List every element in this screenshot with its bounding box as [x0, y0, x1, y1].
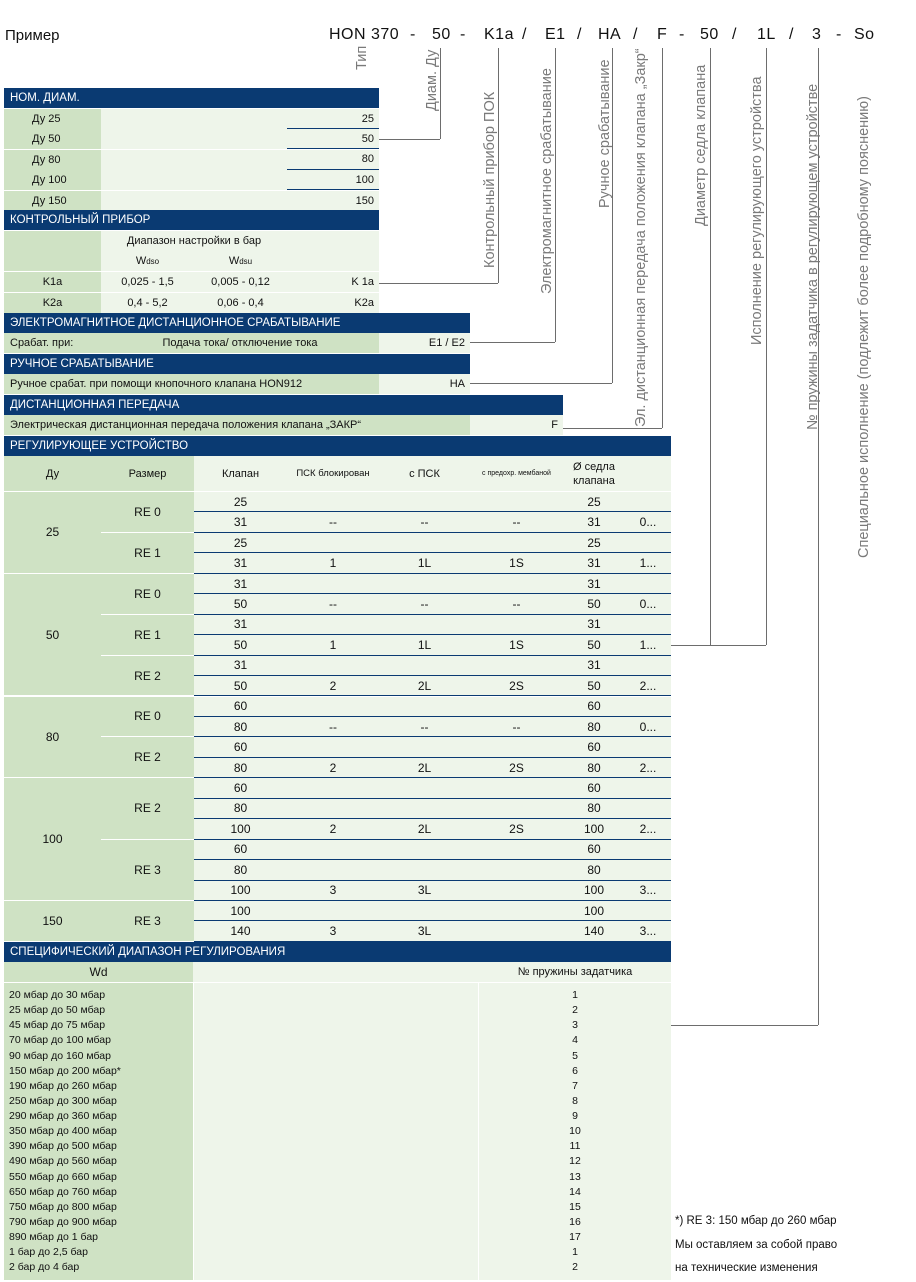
regulator-size: RE 2 — [101, 656, 194, 696]
nom-diam-code: 25 — [287, 109, 379, 129]
regulator-cell — [625, 860, 671, 880]
regulator-cell: 60 — [563, 697, 625, 717]
regulator-cell: -- — [287, 594, 379, 614]
regulator-cell: 100 — [194, 819, 287, 839]
regulator-col-header: с ПСК — [379, 456, 470, 491]
regulator-cell — [625, 574, 671, 594]
regulator-header: РЕГУЛИРУЮЩЕЕ УСТРОЙСТВО — [4, 436, 671, 457]
regulator-cell — [287, 799, 379, 819]
regulator-cell: 2S — [470, 758, 563, 778]
regulator-cell: 2L — [379, 676, 470, 696]
regulator-cell: 80 — [563, 860, 625, 880]
regulator-cell — [625, 615, 671, 635]
regulator-col-header: Размер — [101, 456, 194, 491]
remote-header: ДИСТАНЦИОННАЯ ПЕРЕДАЧА — [4, 395, 563, 416]
spec-spring: 14 — [569, 1185, 581, 1198]
regulator-cell: 60 — [563, 778, 625, 798]
regulator-du: 150 — [4, 901, 101, 941]
electro-header: ЭЛЕКТРОМАГНИТНОЕ ДИСТАНЦИОННОЕ СРАБАТЫВАНИЕ — [4, 313, 470, 334]
regulator-cell — [625, 492, 671, 512]
legend-label: Исполнение регулирующего устройства — [749, 76, 765, 345]
code-part: - — [679, 26, 685, 43]
nom-diam-code: 50 — [287, 129, 379, 149]
regulator-cell — [287, 840, 379, 860]
spec-range: 890 мбар до 1 бар — [9, 1231, 98, 1244]
code-part: 1L — [757, 26, 776, 43]
regulator-cell: 1... — [625, 635, 671, 655]
nom-diam-label: Ду 100 — [4, 170, 101, 190]
leader-line — [498, 48, 499, 283]
note-changes: на технические изменения — [675, 1262, 818, 1274]
regulator-cell — [470, 881, 563, 901]
regulator-cell — [470, 860, 563, 880]
regulator-cell: 25 — [563, 492, 625, 512]
regulator-cell — [470, 492, 563, 512]
regulator-cell — [470, 533, 563, 553]
regulator-cell — [287, 492, 379, 512]
wd-label: Wd — [89, 965, 108, 979]
regulator-size: RE 3 — [101, 901, 194, 941]
leader-line — [470, 342, 555, 343]
regulator-cell: 31 — [194, 574, 287, 594]
regulator-cell: 1L — [379, 635, 470, 655]
regulator-cell — [379, 574, 470, 594]
regulator-cell: 31 — [194, 656, 287, 676]
control-name: K1a — [4, 272, 101, 292]
regulator-col-header: с предохр. мембаной — [470, 456, 563, 491]
code-part: / — [789, 26, 794, 43]
regulator-size: RE 1 — [101, 615, 194, 655]
spec-range: 290 мбар до 360 мбар — [9, 1110, 117, 1123]
regulator-cell: 80 — [563, 799, 625, 819]
nom-diam-blank — [101, 170, 287, 190]
regulator-cell: -- — [287, 717, 379, 737]
regulator-cell: -- — [287, 512, 379, 532]
regulator-cell: 3... — [625, 881, 671, 901]
regulator-cell: 60 — [194, 778, 287, 798]
nom-diam-label: Ду 50 — [4, 129, 101, 149]
wdsu-sub: dsu — [239, 256, 253, 266]
spec-range: 2 бар до 4 бар — [9, 1261, 80, 1274]
regulator-cell: 3 — [287, 881, 379, 901]
regulator-cell: -- — [379, 717, 470, 737]
control-wdso: 0,025 - 1,5 — [101, 272, 194, 292]
spec-spring: 9 — [572, 1110, 578, 1123]
spec-spring: 15 — [569, 1200, 581, 1213]
spec-spring: 6 — [572, 1064, 578, 1077]
control-code: K2a — [287, 293, 379, 313]
regulator-col-header: Ø седла клапана — [563, 456, 625, 491]
regulator-cell: -- — [379, 594, 470, 614]
spec-mid-header — [193, 962, 479, 982]
regulator-cell — [379, 656, 470, 676]
regulator-col-header: Ду — [4, 456, 101, 491]
spec-range: 45 мбар до 75 мбар — [9, 1019, 106, 1032]
nom-diam-header: НОМ. ДИАМ. — [4, 88, 379, 109]
regulator-cell — [287, 656, 379, 676]
regulator-col-header: Клапан — [194, 456, 287, 491]
regulator-cell — [379, 737, 470, 757]
regulator-cell: 80 — [194, 758, 287, 778]
code-part: F — [657, 26, 668, 43]
code-part: / — [522, 26, 527, 43]
example-label: Пример — [5, 27, 60, 44]
regulator-cell: 31 — [563, 553, 625, 573]
code-part: 50 — [432, 26, 451, 43]
spec-range: 25 мбар до 50 мбар — [9, 1004, 106, 1017]
regulator-cell: 2 — [287, 676, 379, 696]
regulator-cell: 2S — [470, 819, 563, 839]
regulator-cell — [287, 697, 379, 717]
wd-header — [4, 962, 193, 982]
regulator-cell — [470, 921, 563, 941]
regulator-cell — [470, 656, 563, 676]
regulator-cell: 1... — [625, 553, 671, 573]
regulator-cell: 100 — [563, 881, 625, 901]
regulator-cell: 31 — [194, 553, 287, 573]
regulator-cell: 2... — [625, 819, 671, 839]
regulator-cell — [287, 860, 379, 880]
leader-line — [671, 1025, 818, 1026]
nom-diam-code: 100 — [287, 170, 379, 190]
regulator-cell — [379, 615, 470, 635]
regulator-cell: 50 — [194, 594, 287, 614]
legend-label: Эл. дистанционная передача положения клапана „Закр“ — [633, 48, 649, 427]
regulator-du: 50 — [4, 574, 101, 696]
nom-diam-blank — [101, 191, 287, 211]
regulator-cell: 25 — [563, 533, 625, 553]
spec-range: 650 мбар до 760 мбар — [9, 1185, 117, 1198]
regulator-size: RE 2 — [101, 737, 194, 777]
spec-spring: 11 — [569, 1140, 581, 1153]
wdso-sub: dso — [146, 256, 160, 266]
regulator-cell: 1L — [379, 553, 470, 573]
control-code-blank — [287, 231, 379, 271]
regulator-cell — [287, 574, 379, 594]
spec-spring: 8 — [572, 1094, 578, 1107]
regulator-cell — [470, 615, 563, 635]
spec-spring: 2 — [572, 1261, 578, 1274]
control-code: K 1a — [287, 272, 379, 292]
nom-diam-label: Ду 25 — [4, 109, 101, 129]
manual-header: РУЧНОЕ СРАБАТЫВАНИЕ — [4, 354, 470, 375]
regulator-cell — [470, 799, 563, 819]
regulator-cell — [287, 533, 379, 553]
legend-label: Тип — [354, 45, 370, 70]
control-wdsu: 0,005 - 0,12 — [194, 272, 287, 292]
nom-diam-blank — [101, 150, 287, 170]
regulator-cell: 50 — [563, 635, 625, 655]
spring-label: № пружины задатчика — [479, 962, 671, 982]
regulator-cell: 60 — [194, 697, 287, 717]
regulator-cell — [379, 533, 470, 553]
control-header: КОНТРОЛЬНЫЙ ПРИБОР — [4, 210, 379, 231]
code-part: - — [460, 26, 466, 43]
regulator-cell: 1 — [287, 553, 379, 573]
spec-spring: 12 — [569, 1155, 581, 1168]
regulator-size: RE 3 — [101, 840, 194, 900]
regulator-cell — [287, 901, 379, 921]
leader-line — [671, 645, 766, 646]
spec-spring: 7 — [572, 1079, 578, 1092]
spec-mid-bg — [194, 983, 478, 1280]
spec-spring: 10 — [569, 1125, 581, 1138]
code-part: / — [732, 26, 737, 43]
code-part: K1a — [484, 26, 514, 43]
regulator-cell: 31 — [563, 656, 625, 676]
regulator-cell: 50 — [194, 676, 287, 696]
range-label: Диапазон настройки в бар — [101, 231, 287, 251]
regulator-cell — [625, 656, 671, 676]
spec-range: 1 бар до 2,5 бар — [9, 1246, 88, 1259]
nom-diam-code: 80 — [287, 150, 379, 170]
control-wdsu: 0,06 - 0,4 — [194, 293, 287, 313]
spec-spring: 13 — [569, 1170, 581, 1183]
wdso-label: W dso — [101, 251, 194, 271]
regulator-du: 80 — [4, 697, 101, 778]
regulator-cell: 100 — [194, 881, 287, 901]
regulator-cell: 50 — [194, 635, 287, 655]
regulator-cell: 100 — [563, 819, 625, 839]
regulator-cell: 25 — [194, 492, 287, 512]
regulator-cell: 60 — [194, 737, 287, 757]
regulator-cell — [379, 901, 470, 921]
regulator-cell: 60 — [563, 737, 625, 757]
regulator-cell: 3L — [379, 921, 470, 941]
spec-range: 70 мбар до 100 мбар — [9, 1034, 111, 1047]
spec-range: 350 мбар до 400 мбар — [9, 1125, 117, 1138]
regulator-cell: 0... — [625, 717, 671, 737]
leader-line — [766, 48, 767, 645]
leader-line — [555, 48, 556, 342]
nom-diam-code: 150 — [287, 191, 379, 211]
regulator-cell — [470, 737, 563, 757]
legend-label: Специальное исполнение (подлежит более подробному пояснению) — [856, 96, 872, 558]
regulator-cell: 0... — [625, 512, 671, 532]
regulator-cell: -- — [379, 512, 470, 532]
spec-range: 150 мбар до 200 мбар* — [9, 1064, 121, 1077]
regulator-cell: 2... — [625, 676, 671, 696]
legend-label: Контрольный прибор ПОК — [482, 91, 498, 268]
leader-line — [662, 48, 663, 428]
manual-label: Ручное срабат. при помощи кнопочного клапана HON912 — [4, 374, 379, 394]
regulator-cell: 80 — [563, 717, 625, 737]
regulator-cell: 31 — [563, 512, 625, 532]
nom-diam-blank — [101, 129, 287, 149]
electro-label: Срабат. при: — [4, 333, 101, 353]
regulator-cell — [625, 533, 671, 553]
spec-range: 490 мбар до 560 мбар — [9, 1155, 117, 1168]
regulator-size: RE 0 — [101, 492, 194, 532]
nom-diam-label: Ду 150 — [4, 191, 101, 211]
legend-label: Ручное срабатывание — [597, 59, 613, 208]
regulator-cell: 1S — [470, 553, 563, 573]
regulator-cell: 31 — [563, 574, 625, 594]
code-part: HON 370 — [329, 26, 400, 43]
regulator-cell: 2L — [379, 819, 470, 839]
code-part: / — [633, 26, 638, 43]
regulator-cell — [287, 737, 379, 757]
regulator-cell: 140 — [194, 921, 287, 941]
nom-diam-label: Ду 80 — [4, 150, 101, 170]
spec-spring: 17 — [569, 1231, 581, 1244]
regulator-cell — [379, 778, 470, 798]
leader-line — [470, 383, 612, 384]
regulator-size: RE 1 — [101, 533, 194, 573]
legend-label: Диам. Ду — [424, 49, 440, 111]
regulator-cell: 1 — [287, 635, 379, 655]
spec-spring: 1 — [572, 1246, 578, 1259]
regulator-cell — [379, 492, 470, 512]
regulator-cell: 2S — [470, 676, 563, 696]
spec-range: 550 мбар до 660 мбар — [9, 1170, 117, 1183]
regulator-cell — [379, 860, 470, 880]
spec-range: 250 мбар до 300 мбар — [9, 1094, 117, 1107]
code-part: So — [854, 26, 875, 43]
spec-range: 190 мбар до 260 мбар — [9, 1079, 117, 1092]
control-wdso: 0,4 - 5,2 — [101, 293, 194, 313]
leader-line — [710, 48, 711, 645]
regulator-cell — [379, 840, 470, 860]
regulator-cell: 31 — [194, 615, 287, 635]
regulator-cell: 2 — [287, 758, 379, 778]
leader-line — [440, 48, 441, 139]
legend-label: № пружины задатчика в регулирующем устройстве — [805, 83, 821, 430]
regulator-cell: 25 — [194, 533, 287, 553]
regulator-cell: 80 — [563, 758, 625, 778]
regulator-size: RE 0 — [101, 697, 194, 737]
regulator-cell: 2... — [625, 758, 671, 778]
wdsu-label: W dsu — [194, 251, 287, 271]
regulator-cell — [625, 901, 671, 921]
regulator-cell: -- — [470, 512, 563, 532]
spec-range: 790 мбар до 900 мбар — [9, 1215, 117, 1228]
regulator-cell — [625, 840, 671, 860]
regulator-du: 100 — [4, 778, 101, 900]
leader-line — [379, 283, 498, 284]
manual-code: HA — [379, 374, 470, 394]
spec-spring: 3 — [572, 1019, 578, 1032]
regulator-cell: 80 — [194, 799, 287, 819]
spec-spring: 4 — [572, 1034, 578, 1047]
regulator-cell — [470, 574, 563, 594]
regulator-cell — [470, 778, 563, 798]
regulator-cell: 3... — [625, 921, 671, 941]
regulator-cell — [379, 799, 470, 819]
remote-code: F — [470, 415, 563, 435]
spec-range: 20 мбар до 30 мбар — [9, 989, 106, 1001]
regulator-cell: 3 — [287, 921, 379, 941]
code-part: 3 — [812, 26, 822, 43]
spec-spring: 1 — [572, 989, 578, 1001]
regulator-cell — [379, 697, 470, 717]
regulator-cell — [287, 778, 379, 798]
spec-range: 750 мбар до 800 мбар — [9, 1200, 117, 1213]
code-part: 50 — [700, 26, 719, 43]
regulator-cell: -- — [470, 594, 563, 614]
regulator-cell — [625, 697, 671, 717]
regulator-size: RE 2 — [101, 778, 194, 838]
regulator-cell: 3L — [379, 881, 470, 901]
regulator-du: 25 — [4, 492, 101, 573]
regulator-cell — [470, 901, 563, 921]
regulator-cell: 2 — [287, 819, 379, 839]
spec-spring: 5 — [572, 1049, 578, 1062]
spec-spring: 2 — [572, 1004, 578, 1017]
regulator-cell: -- — [470, 717, 563, 737]
regulator-size: RE 0 — [101, 574, 194, 614]
leader-line — [379, 139, 440, 140]
regulator-cell: 80 — [194, 717, 287, 737]
note-re3: *) RE 3: 150 мбар до 260 мбар — [675, 1215, 837, 1227]
regulator-cell: 50 — [563, 594, 625, 614]
specific-header: СПЕЦИФИЧЕСКИЙ ДИАПАЗОН РЕГУЛИРОВАНИЯ — [4, 942, 671, 963]
regulator-cell: 140 — [563, 921, 625, 941]
leader-line — [563, 428, 662, 429]
legend-label: Диаметр седла клапана — [693, 64, 709, 226]
spec-spring: 16 — [569, 1215, 581, 1228]
code-part: / — [577, 26, 582, 43]
regulator-cell — [470, 840, 563, 860]
regulator-cell — [625, 737, 671, 757]
control-blank — [4, 231, 101, 271]
regulator-cell — [470, 697, 563, 717]
regulator-cell — [625, 799, 671, 819]
regulator-cell: 0... — [625, 594, 671, 614]
regulator-col-header — [625, 456, 671, 491]
regulator-cell: 1S — [470, 635, 563, 655]
regulator-cell: 31 — [563, 615, 625, 635]
electro-code: E1 / E2 — [379, 333, 470, 353]
regulator-col-header: ПСК блокирован — [287, 456, 379, 491]
spec-range: 390 мбар до 500 мбар — [9, 1140, 117, 1153]
regulator-cell: 80 — [194, 860, 287, 880]
regulator-cell: 2L — [379, 758, 470, 778]
regulator-cell: 60 — [194, 840, 287, 860]
control-name: K2a — [4, 293, 101, 313]
regulator-cell — [287, 615, 379, 635]
regulator-cell: 100 — [563, 901, 625, 921]
regulator-cell: 31 — [194, 512, 287, 532]
regulator-cell: 50 — [563, 676, 625, 696]
regulator-cell — [625, 778, 671, 798]
remote-label: Электрическая дистанционная передача положения клапана „ЗАКР“ — [4, 415, 470, 435]
nom-diam-blank — [101, 109, 287, 129]
regulator-cell: 60 — [563, 840, 625, 860]
legend-label: Электромагнитное срабатывание — [539, 68, 555, 294]
electro-desc: Подача тока/ отключение тока — [101, 333, 379, 353]
code-part: - — [836, 26, 842, 43]
note-reserve: Мы оставляем за собой право — [675, 1239, 838, 1251]
code-part: - — [410, 26, 416, 43]
code-part: HA — [598, 26, 622, 43]
spec-range: 90 мбар до 160 мбар — [9, 1049, 111, 1062]
regulator-cell: 100 — [194, 901, 287, 921]
code-part: E1 — [545, 26, 566, 43]
